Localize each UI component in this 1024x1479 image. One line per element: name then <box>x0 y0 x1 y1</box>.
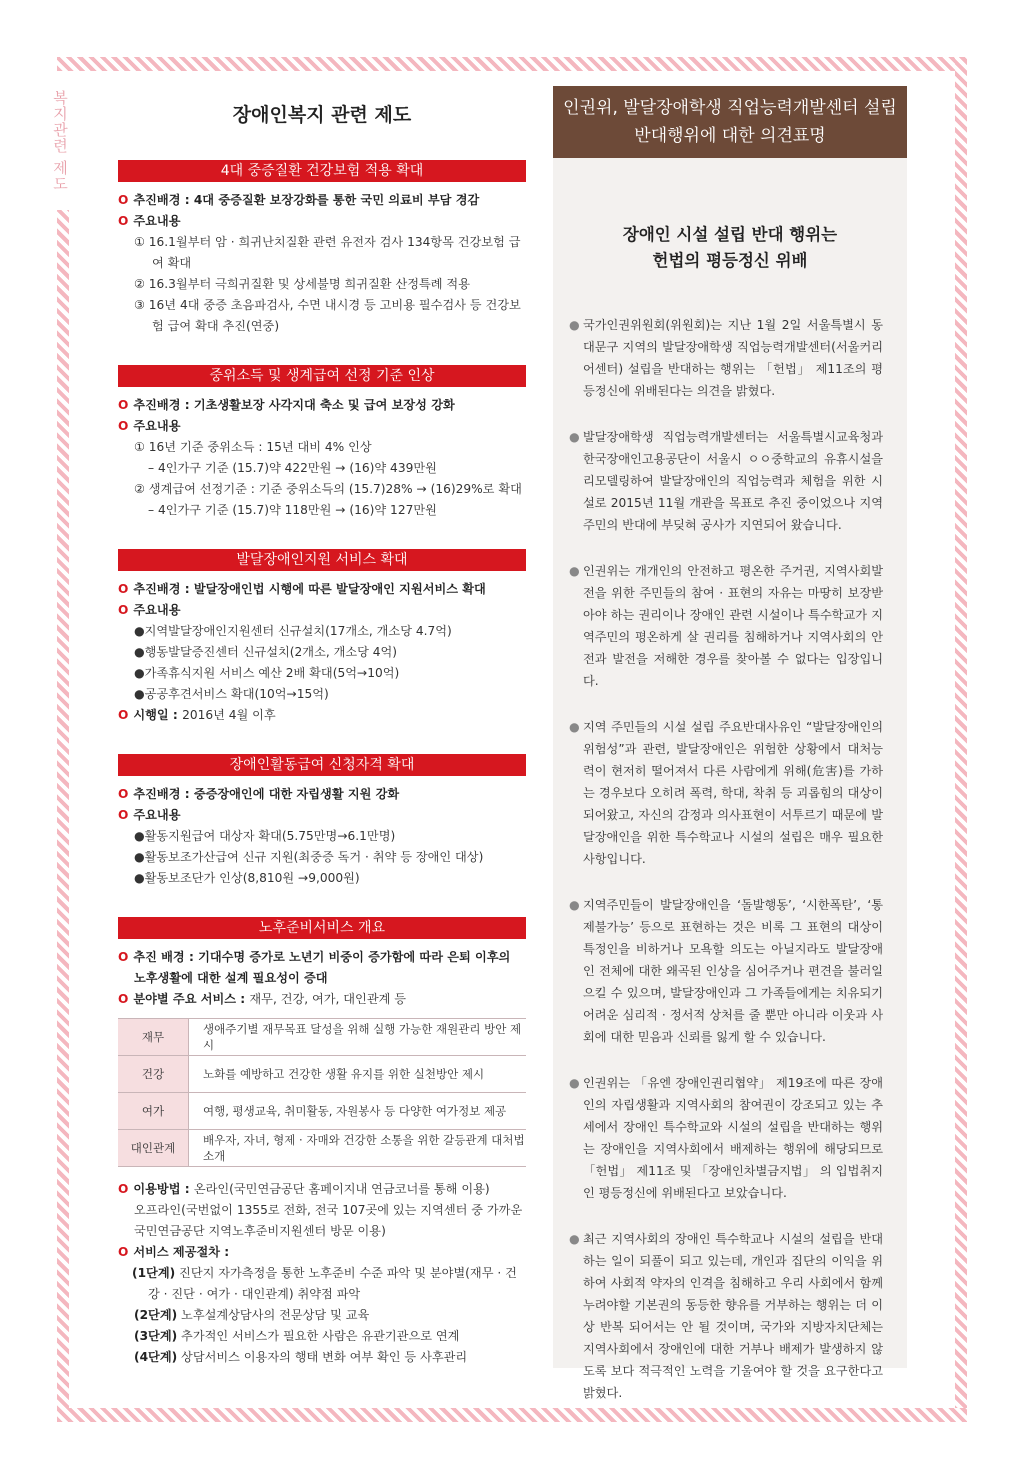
line: O 주요내용 <box>118 214 181 228</box>
list-item: ① 16.1월부터 암 · 희귀난치질환 관련 유전자 검사 134항목 건강보험 급여 확대 <box>134 235 521 270</box>
table-row <box>118 1093 526 1130</box>
bullet-icon: ● <box>569 430 580 444</box>
line: O 추진배경 : 중증장애인에 대한 자립생활 지원 강화 <box>118 787 400 801</box>
table-key: 재무 <box>118 1019 189 1056</box>
list-item: – 4인가구 기준 (15.7)약 118만원 → (16)약 127만원 <box>148 503 437 517</box>
table-key: 건강 <box>118 1056 189 1093</box>
line: O 주요내용 <box>118 603 181 617</box>
frame-left-border <box>57 210 69 1422</box>
table-value: 배우자, 자녀, 형제 · 자매와 건강한 소통을 위한 갈등관계 대처법 소개 <box>189 1130 527 1167</box>
circle-bullet-icon: O <box>118 992 129 1006</box>
table-key: 대인관계 <box>118 1130 189 1167</box>
article-paragraph: ● 지역주민들이 발달장애인을 ‘돌발행동’, ‘시한폭탄’, ‘통제불가능’ 등으로 표현하는 것은 비록 그 표현의 대상이 특정인을 비하거나 모욕할 의도는 아닐지라도 발달장애인 전체에 대한 왜곡된 인상을 심어주거나 편견을 불러일으킬 수 있으며, 발달장애인과 그 가족들에게는 치유되기 어려운 심리적 · 정서적 상처를 줄 뿐만 아니라 이웃과 사회에 대한 믿음과 신뢰를 잃게 할 수 있습니다. <box>565 894 883 1048</box>
circle-bullet-icon: O <box>118 193 129 207</box>
list-item: (1단계) 진단지 자가측정을 통한 노후준비 수준 파악 및 분야별(재무 · 건강 · 진단 · 여가 · 대인관계) 취약점 파악 <box>132 1266 517 1301</box>
bullet-icon: ● <box>569 1076 580 1090</box>
list-item: – 4인가구 기준 (15.7)약 422만원 → (16)약 439만원 <box>148 461 437 475</box>
circle-bullet-icon: O <box>118 787 129 801</box>
bullet-icon: ● <box>569 898 580 912</box>
page-title: 장애인복지 관련 제도 <box>232 104 412 126</box>
list-item: ●활동보조가산급여 신규 지원(최중증 독거 · 취약 등 장애인 대상) <box>134 850 484 864</box>
article-subtitle: 장애인 시설 설립 반대 행위는 헌법의 평등정신 위배 <box>622 225 838 270</box>
circle-bullet-icon: O <box>118 1245 129 1259</box>
line: O 시행일 : 2016년 4월 이후 <box>118 708 276 722</box>
section-header: 노후준비서비스 개요 <box>118 917 526 939</box>
bullet-icon: ● <box>569 720 580 734</box>
line: O 추진 배경 : 기대수명 증가로 노년기 비중이 증가함에 따라 은퇴 이후의 노후생활에 대한 설계 필요성이 증대 <box>118 950 511 985</box>
table-row <box>118 1056 526 1093</box>
list-item: ① 16년 기준 중위소득 : 15년 대비 4% 인상 <box>134 440 372 454</box>
list-item: (4단계) 상담서비스 이용자의 행태 변화 여부 확인 등 사후관리 <box>134 1350 468 1364</box>
table-row <box>118 1019 526 1056</box>
list-item: ●지역발달장애인지원센터 신규설치(17개소, 개소당 4.7억) <box>134 624 452 638</box>
section-developmental-disability <box>118 549 526 726</box>
bullet-icon: ● <box>569 1232 580 1246</box>
list-item: (3단계) 추가적인 서비스가 필요한 사람은 유관기관으로 연계 <box>134 1329 460 1343</box>
line: O 분야별 주요 서비스 : 재무, 건강, 여가, 대인관계 등 <box>118 992 407 1006</box>
line: O 서비스 제공절차 : <box>118 1245 230 1259</box>
line: O 주요내용 <box>118 808 181 822</box>
article-paragraph: ● 지역 주민들의 시설 설립 주요반대사유인 “발달장애인의 위험성”과 관련, 발달장애인은 위험한 상황에서 대처능력이 현저히 떨어져서 다른 사람에게 위해(危害)를 가하는 경우보다 오히려 폭력, 학대, 착취 등 괴롭힘의 대상이 되어왔고, 자신의 감정과 의사표현이 서투르기 때문에 발달장애인을 위한 특수학교나 시설의 설립은 매우 필요한 사항입니다. <box>565 716 883 870</box>
circle-bullet-icon: O <box>118 398 129 412</box>
list-item: ●가족휴식지원 서비스 예산 2배 확대(5억→10억) <box>134 666 400 680</box>
circle-bullet-icon: O <box>118 582 129 596</box>
list-item: ●공공후견서비스 확대(10억→15억) <box>134 687 329 701</box>
line: O 추진배경 : 4대 중증질환 보장강화를 통한 국민 의료비 부담 경감 <box>118 193 480 207</box>
left-column <box>118 100 526 1396</box>
section-header: 중위소득 및 생계급여 선정 기준 인상 <box>118 365 526 387</box>
list-item: ③ 16년 4대 중증 초음파검사, 수면 내시경 등 고비용 필수검사 등 건강보험 급여 확대 추진(연중) <box>134 298 521 333</box>
circle-bullet-icon: O <box>118 214 129 228</box>
article-paragraph: ● 발달장애학생 직업능력개발센터는 서울특별시교육청과 한국장애인고용공단이 서울시 ㅇㅇ중학교의 유휴시설을 리모델링하여 발달장애인의 직업능력과 체험을 위한 시설로 2015년 11월 개관을 목표로 추진 중이었으나 지역주민의 반대에 부딪혀 공사가 지연되어 왔습니다. <box>565 426 883 536</box>
circle-bullet-icon: O <box>118 808 129 822</box>
bullet-icon: ● <box>569 564 580 578</box>
circle-bullet-icon: O <box>118 603 129 617</box>
side-section-label: 복지관련 제도 <box>51 90 69 192</box>
frame-bottom-border <box>57 1408 967 1422</box>
article-header: 인권위, 발달장애학생 직업능력개발센터 설립 반대행위에 대한 의견표명 <box>553 86 907 158</box>
line: O 추진배경 : 발달장애인법 시행에 따른 발달장애인 지원서비스 확대 <box>118 582 486 596</box>
list-item: ●활동지원급여 대상자 확대(5.75만명→6.1만명) <box>134 829 396 843</box>
list-item: (2단계) 노후설계상담사의 전문상담 및 교육 <box>134 1308 370 1322</box>
list-item: ●행동발달증진센터 신규설치(2개소, 개소당 4억) <box>134 645 398 659</box>
article-paragraph: ● 인권위는 개개인의 안전하고 평온한 주거권, 지역사회발전을 위한 주민들의 참여 · 표현의 자유는 마땅히 보장받아야 하는 권리이나 장애인 관련 시설이나 특수학교가 지역주민의 평온하게 살 권리를 침해하거나 지역사회의 안전과 발전을 저해한 경우를 찾아볼 수 없다는 입장입니다. <box>565 560 883 692</box>
section-activity-support <box>118 754 526 889</box>
table-row <box>118 1130 526 1167</box>
bullet-icon: ● <box>569 318 580 332</box>
list-item: ② 16.3월부터 극희귀질환 및 상세불명 희귀질환 산정특례 적용 <box>134 277 470 291</box>
right-column <box>553 86 907 1400</box>
service-table <box>118 1018 526 1167</box>
frame-right-border <box>955 57 967 1422</box>
table-key: 여가 <box>118 1093 189 1130</box>
section-header: 4대 중증질환 건강보험 적용 확대 <box>118 160 526 182</box>
circle-bullet-icon: O <box>118 950 129 964</box>
list-item: ② 생계급여 선정기준 : 기준 중위소득의 (15.7)28% → (16)29%로 확대 <box>134 482 522 496</box>
table-value: 노화를 예방하고 건강한 생활 유지를 위한 실천방안 제시 <box>189 1056 527 1093</box>
line: O 주요내용 <box>118 419 181 433</box>
section-severe-illness <box>118 160 526 337</box>
section-median-income <box>118 365 526 521</box>
section-header: 장애인활동급여 신청자격 확대 <box>118 754 526 776</box>
circle-bullet-icon: O <box>118 708 129 722</box>
article-paragraph: ● 최근 지역사회의 장애인 특수학교나 시설의 설립을 반대하는 일이 되풀이 되고 있는데, 개인과 집단의 이익을 위하여 사회적 약자의 인격을 침해하고 우리 사회에서 함께 누려야할 기본권의 동등한 향유를 거부하는 행위는 더 이상 반복 되어서는 안 될 것이며, 국가와 지방자치단체는 지역사회에서 장애인에 대한 거부나 배제가 발생하지 않도록 보다 적극적인 노력을 기울여야 할 것을 요구한다고 밝혔다. <box>565 1228 883 1404</box>
section-header: 발달장애인지원 서비스 확대 <box>118 549 526 571</box>
line: O 추진배경 : 기초생활보장 사각지대 축소 및 급여 보장성 강화 <box>118 398 455 412</box>
table-value: 여행, 평생교육, 취미활동, 자원봉사 등 다양한 여가정보 제공 <box>189 1093 527 1130</box>
section-retirement-prep <box>118 917 526 1368</box>
circle-bullet-icon: O <box>118 1182 129 1196</box>
table-value: 생애주기별 재무목표 달성을 위해 실행 가능한 재원관리 방안 제시 <box>189 1019 527 1056</box>
article-paragraph: ● 국가인권위원회(위원회)는 지난 1월 2일 서울특별시 동대문구 지역의 발달장애학생 직업능력개발센터(서울커리어센터) 설립을 반대하는 행위는 「헌법」 제11조의 평등정신에 위배된다는 의견을 밝혔다. <box>565 314 883 402</box>
line: O 이용방법 : 온라인(국민연금공단 홈페이지내 연금코너를 통해 이용) <box>118 1182 490 1196</box>
list-item: 오프라인(국번없이 1355로 전화, 전국 107곳에 있는 지역센터 중 가까운 국민연금공단 지역노후준비지원센터 방문 이용) <box>134 1203 523 1238</box>
article-paragraph: ● 인권위는 「유엔 장애인권리협약」 제19조에 따른 장애인의 자립생활과 지역사회의 참여권이 강조되고 있는 추세에서 장애인 특수학교와 시설의 설립을 반대하는 행위는 장애인을 지역사회에서 배제하는 행위에 해당되므로 「헌법」 제11조 및 「장애인차별금지법」 의 입법취지인 평등정신에 위배된다고 보았습니다. <box>565 1072 883 1204</box>
circle-bullet-icon: O <box>118 419 129 433</box>
list-item: ●활동보조단가 인상(8,810원 →9,000원) <box>134 871 360 885</box>
frame-top-border <box>57 57 967 71</box>
